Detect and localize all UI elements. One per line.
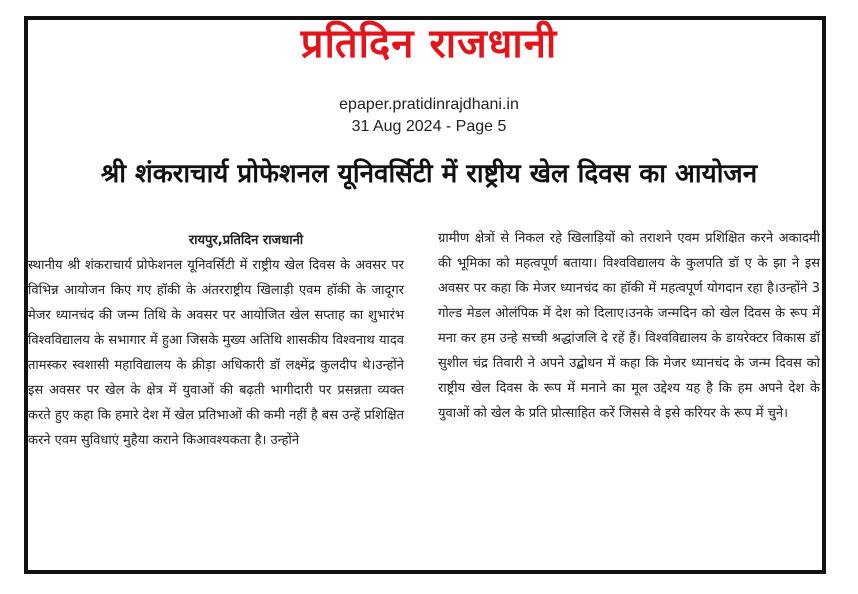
edition-date-page: 31 Aug 2024 - Page 5 [351,118,507,135]
article-headline: श्री शंकराचार्य प्रोफेशनल यूनिवर्सिटी में राष्ट्रीय खेल दिवस का आयोजन [100,159,758,189]
epaper-url[interactable]: epaper.pratidinrajdhani.in [339,96,519,113]
article-body-left: स्थानीय श्री शंकराचार्य प्रोफेशनल यूनिवर्सिटी में राष्ट्रीय खेल दिवस के अवसर पर विभिन्न आयोजन किए गए हॉकी के अंतरराष्ट्रीय खिलाड़ी एवम हॉकी के जादूगर मेजर ध्यानचंद की जन्म तिथि के अवसर पर आयोजित खेल सप्ताह का शुभारंभ विश्वविद्यालय के सभागार में हुआ जिसके मुख्य अतिथि शासकीय विश्वनाथ यादव तामस्कर स्वशासी महाविद्यालय के क्रीड़ा अधिकारी डॉ लक्ष्मेंद्र कुलदीप थे।उन्होंने इस अवसर पर खेल के क्षेत्र में युवाओं की बढ़ती भागीदारी पर प्रसन्नता व्यक्त करते हुए कहा कि हमारे देश में खेल प्रतिभाओं की कमी नहीं है बस उन्हें प्रशिक्षित करने एवम सुविधाएं मुहैया कराने किआवश्यकता है। उन्होंने [28,258,404,448]
article-body-right: ग्रामीण क्षेत्रों से निकल रहे खिलाड़ियों को तराशने एवम प्रशिक्षित करने अकादमी की भूमिका को महत्वपूर्ण बताया। विश्वविद्यालय के कुलपति डॉ ए के झा ने इस अवसर पर कहा कि मेजर ध्यानचंद का हॉकी में महत्वपूर्ण योगदान रहा है।उन्होंने 3 गोल्ड मेडल ओलंपिक में देश को दिलाए।उनके जन्मदिन को खेल दिवस के रूप में मना कर हम उन्हे सच्ची श्रद्धांजलि दे रहें हैं। विश्वविद्यालय के डायरेक्टर विकास डॉ सुशील चंद्र तिवारी ने अपने उद्बोधन में कहा कि मेजर ध्यानचंद के जन्म दिवस को राष्ट्रीय खेल दिवस के रूप में मनाने का मूल उद्देश्य यह है कि हम अपने देश के युवाओं को खेल के प्रति प्रोत्साहित करें जिससे वे इसे करियर के रूप में चुने। [438,231,820,421]
article-column-right [438,226,820,426]
article-dateline: रायपुर,प्रतिदिन राजधानी [188,233,304,248]
article-column-left [28,228,404,453]
newspaper-masthead: प्रतिदिन राजधानी [300,21,558,67]
